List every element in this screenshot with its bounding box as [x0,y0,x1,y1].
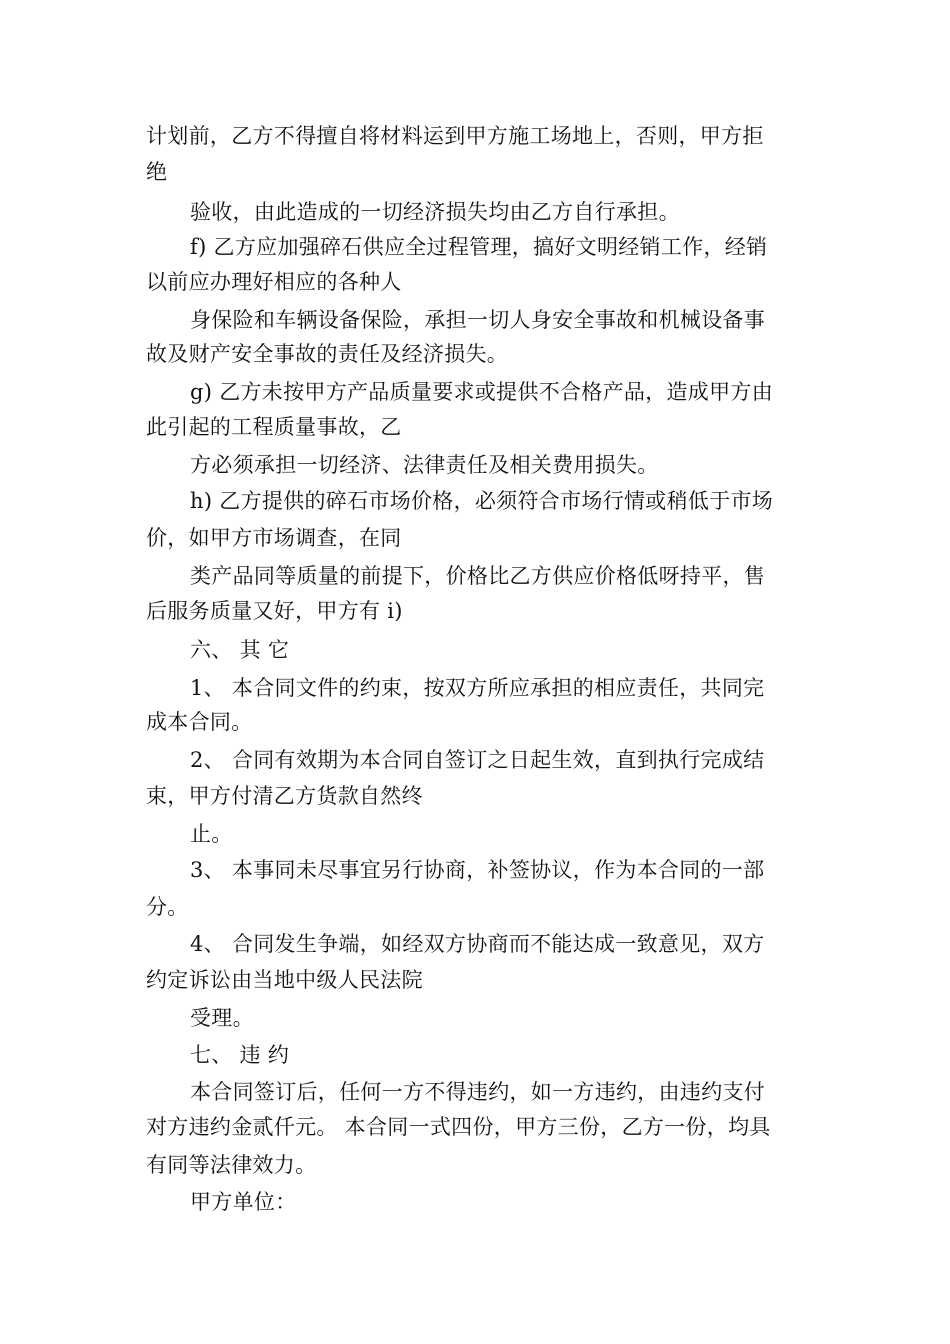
text-line: 绝 [146,160,168,184]
text-line: 身保险和车辆设备保险，承担一切人身安全事故和机械设备事 [190,308,766,332]
text-line: 3、 本事同未尽事宜另行协商，补签协议，作为本合同的一部 [190,858,765,882]
section-heading: 七、 违 约 [190,1043,290,1067]
text-line: 束，甲方付清乙方货款自然终 [146,784,423,808]
text-line: 方必须承担一切经济、法律责任及相关费用损失。 [190,453,659,477]
text-line: 2、 合同有效期为本合同自签订之日起生效，直到执行完成结 [190,748,765,772]
text-line: 对方违约金贰仟元。 本合同一式四份，甲方三份，乙方一份，均具 [146,1115,771,1139]
text-line: 后服务质量又好，甲方有 i) [146,599,403,623]
text-line: 止。 [190,822,233,846]
text-line: h) 乙方提供的碎石市场价格，必须符合市场行情或稍低于市场 [190,489,774,513]
section-heading: 六、 其 它 [190,638,290,662]
text-line: 本合同签订后，任何一方不得违约，如一方违约，由违约支付 [190,1080,766,1104]
text-line: 计划前，乙方不得擅自将材料运到甲方施工场地上，否则，甲方拒 [146,124,764,148]
text-line: 故及财产安全事故的责任及经济损失。 [146,342,509,366]
text-line: 分。 [146,895,189,919]
text-line: 以前应办理好相应的各种人 [146,270,402,294]
text-line: g) 乙方未按甲方产品质量要求或提供不合格产品，造成甲方由 [190,380,774,404]
text-line: 约定诉讼由当地中级人民法院 [146,968,423,992]
text-line: 价，如甲方市场调查，在同 [146,526,402,550]
text-line: 4、 合同发生争端，如经双方协商而不能达成一致意见，双方 [190,932,765,956]
text-line: f) 乙方应加强碎石供应全过程管理，搞好文明经销工作，经销 [190,235,768,259]
text-line: 1、 本合同文件的约束，按双方所应承担的相应责任，共同完 [190,676,765,700]
signature-label: 甲方单位： [190,1190,297,1214]
text-line: 验收，由此造成的一切经济损失均由乙方自行承担。 [190,200,680,224]
text-line: 成本合同。 [146,710,253,734]
text-line: 受理。 [190,1006,254,1030]
text-line: 有同等法律效力。 [146,1153,317,1177]
text-line: 类产品同等质量的前提下，价格比乙方供应价格低呀持平，售 [190,564,766,588]
text-line: 此引起的工程质量事故，乙 [146,415,402,439]
